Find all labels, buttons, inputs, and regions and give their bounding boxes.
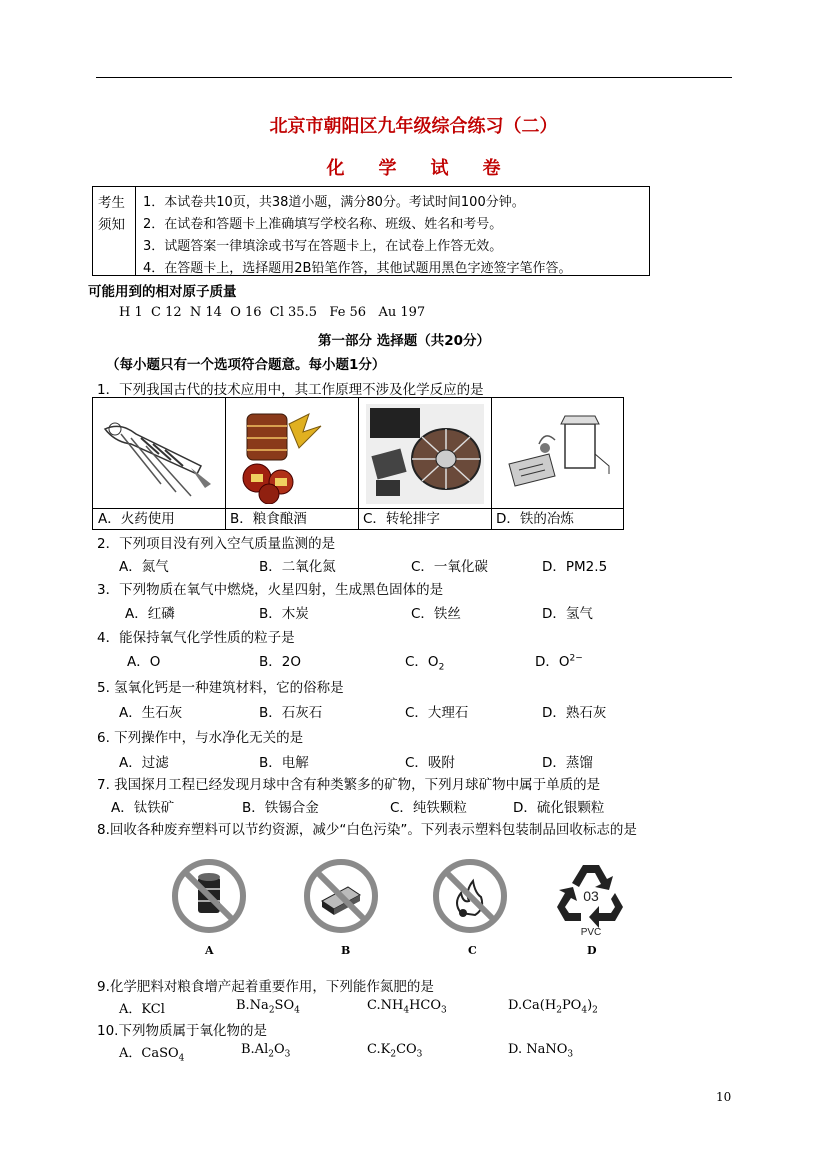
top-rule bbox=[96, 77, 732, 78]
q10-option-c: $C.K_2CO_3$ bbox=[367, 1042, 423, 1060]
notice-heading-line2: 须知 bbox=[98, 217, 125, 233]
q10-option-d: D. NaNO$_3$ bbox=[508, 1042, 574, 1060]
q4-option-d: D．$O^{2-}$ bbox=[535, 653, 583, 670]
q5-option-b: B．石灰石 bbox=[259, 705, 323, 721]
q7-stem: 7. 我国探月工程已经发现月球中含有种类繁多的矿物，下列月球矿物中属于单质的是 bbox=[97, 777, 601, 793]
q8-label-a: A bbox=[205, 944, 214, 957]
no-matches-sign-icon bbox=[302, 857, 380, 935]
q6-option-c: C．吸附 bbox=[405, 755, 455, 771]
q1-image-table bbox=[92, 397, 624, 530]
rotating-type-wheel-illustration bbox=[366, 404, 484, 504]
q4-option-b: B．2O bbox=[259, 654, 301, 670]
q3-option-c: C．铁丝 bbox=[411, 606, 461, 622]
q9-stem: 9.化学肥料对粮食增产起着重要作用，下列能作氮肥的是 bbox=[97, 979, 434, 995]
recycle-symbol-icon bbox=[553, 857, 629, 937]
q7-option-b: B．铁锡合金 bbox=[242, 800, 319, 816]
q10-stem: 10.下列物质属于氧化物的是 bbox=[97, 1023, 267, 1039]
q6-stem: 6. 下列操作中，与水净化无关的是 bbox=[97, 730, 304, 746]
q1-option-a: A．火药使用 bbox=[93, 508, 225, 530]
q1-option-b-cell bbox=[225, 398, 359, 529]
q4-option-a: A．O bbox=[127, 654, 161, 670]
part1-heading: 第一部分 选择题（共20分） bbox=[318, 333, 490, 349]
recycle-material-label: PVC bbox=[580, 927, 602, 937]
part1-instruction: （每小题只有一个选项符合题意。每小题1分） bbox=[106, 357, 386, 373]
q1-option-b: B．粮食酿酒 bbox=[225, 508, 358, 530]
no-fire-sign-icon bbox=[431, 857, 509, 935]
q1-option-c-cell bbox=[358, 398, 492, 529]
exam-title: 北京市朝阳区九年级综合练习（二） bbox=[269, 116, 558, 137]
q3-stem: 3．下列物质在氧气中燃烧，火星四射，生成黑色固体的是 bbox=[97, 582, 444, 598]
q9-option-b: $B.Na_2SO_4$ bbox=[236, 998, 300, 1016]
page-number: 10 bbox=[716, 1090, 732, 1104]
q3-option-d: D．氢气 bbox=[542, 606, 593, 622]
atomic-mass-heading: 可能用到的相对原子质量 bbox=[88, 284, 237, 300]
q1-option-c: C．转轮排字 bbox=[358, 508, 491, 530]
q2-option-a: A．氮气 bbox=[119, 559, 169, 575]
q4-stem: 4．能保持氧气化学性质的粒子是 bbox=[97, 630, 295, 646]
notice-box bbox=[92, 186, 650, 276]
q9-option-d: $D.Ca(H_2PO_4)_2$ bbox=[508, 998, 598, 1016]
gunpowder-rocket-illustration bbox=[101, 404, 217, 504]
q4-option-c: C．$O_2$ bbox=[405, 654, 445, 673]
q6-option-a: A．过滤 bbox=[119, 755, 169, 771]
recycle-number: 03 bbox=[583, 888, 599, 904]
q1-option-a-cell bbox=[93, 398, 226, 529]
wine-brewing-illustration bbox=[233, 404, 349, 504]
no-barrel-sign-icon bbox=[170, 857, 248, 935]
exam-subtitle: 化学试卷 bbox=[326, 158, 535, 179]
q9-option-a: A．KCl bbox=[119, 1002, 165, 1017]
notice-item: 1．本试卷共10页，共38道小题，满分80分。考试时间100分钟。 bbox=[143, 195, 525, 210]
notice-item: 3．试题答案一律填涂或书写在答题卡上，在试卷上作答无效。 bbox=[143, 239, 503, 254]
notice-heading bbox=[93, 187, 136, 275]
q6-option-d: D．蒸馏 bbox=[542, 755, 593, 771]
q2-stem: 2．下列项目没有列入空气质量监测的是 bbox=[97, 536, 336, 552]
q2-option-d: D．PM2.5 bbox=[542, 559, 608, 575]
q5-option-a: A．生石灰 bbox=[119, 705, 183, 721]
q8-label-d: D bbox=[587, 944, 597, 957]
q7-option-a: A．钛铁矿 bbox=[111, 800, 175, 816]
q10-option-b: $B.Al_2O_3$ bbox=[241, 1042, 291, 1060]
q3-option-a: A．红磷 bbox=[125, 606, 175, 622]
q5-option-c: C．大理石 bbox=[405, 705, 469, 721]
q1-option-d-cell bbox=[491, 398, 623, 529]
notice-item: 4．在答题卡上，选择题用2B铅笔作答，其他试题用黑色字迹签字笔作答。 bbox=[143, 261, 572, 276]
q2-option-b: B．二氧化氮 bbox=[259, 559, 336, 575]
iron-smelting-illustration bbox=[499, 404, 615, 504]
q7-option-c: C．纯铁颗粒 bbox=[390, 800, 467, 816]
q8-label-b: B bbox=[341, 944, 351, 957]
atomic-mass-values: H 1 C 12 N 14 O 16 Cl 35.5 Fe 56 Au 197 bbox=[119, 305, 426, 320]
q5-stem: 5. 氢氧化钙是一种建筑材料，它的俗称是 bbox=[97, 680, 344, 696]
notice-item: 2．在试卷和答题卡上准确填写学校名称、班级、姓名和考号。 bbox=[143, 217, 503, 232]
q1-option-d: D．铁的冶炼 bbox=[491, 508, 623, 530]
q9-option-c: $C.NH_4HCO_3$ bbox=[367, 998, 447, 1016]
q8-label-c: C bbox=[468, 944, 477, 957]
q1-stem: 1．下列我国古代的技术应用中，其工作原理不涉及化学反应的是 bbox=[97, 382, 484, 398]
q2-option-c: C．一氧化碳 bbox=[411, 559, 488, 575]
q8-stem: 8.回收各种废弃塑料可以节约资源，减少“白色污染”。下列表示塑料包装制品回收标志的是 bbox=[97, 822, 637, 838]
q3-option-b: B．木炭 bbox=[259, 606, 309, 622]
q5-option-d: D．熟石灰 bbox=[542, 705, 607, 721]
notice-heading-line1: 考生 bbox=[98, 195, 125, 211]
q6-option-b: B．电解 bbox=[259, 755, 309, 771]
q7-option-d: D．硫化银颗粒 bbox=[513, 800, 605, 816]
q10-option-a: A．CaSO$_4$ bbox=[119, 1046, 185, 1064]
